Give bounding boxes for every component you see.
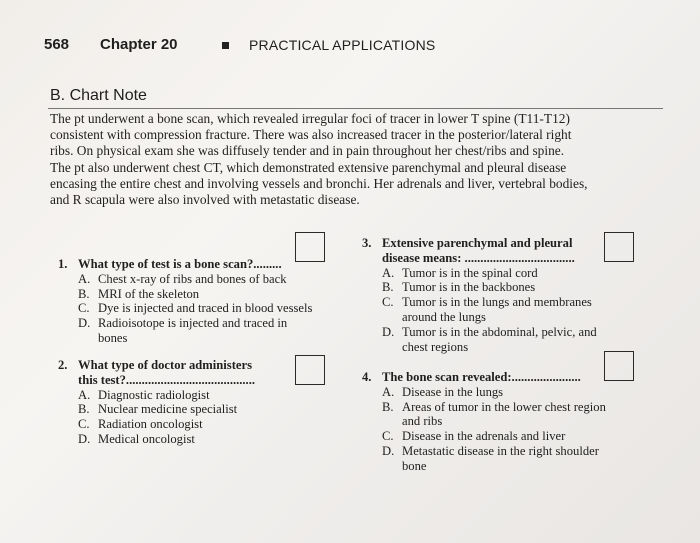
question-stem-line: disease means: ................................... xyxy=(382,250,575,265)
answer-option-d[interactable]: D. Metastatic disease in the right shoulder xyxy=(382,443,599,458)
question-stem-line: What type of test is a bone scan?......... xyxy=(78,257,282,271)
answer-box-2[interactable] xyxy=(295,355,325,385)
question-stem xyxy=(58,257,312,272)
question-stem xyxy=(362,370,606,385)
question-2 xyxy=(58,358,256,447)
page-header xyxy=(44,36,664,60)
question-4 xyxy=(362,370,606,474)
answer-option-b[interactable]: B. Nuclear medicine specialist xyxy=(78,402,238,417)
answer-option-continuation: bone xyxy=(402,458,427,473)
answer-box-1[interactable] xyxy=(295,232,325,262)
question-1 xyxy=(58,257,313,346)
paragraph-line: encasing the entire chest and involving vessels and bronchi. Her adrenals and liver, vertebral bodies, xyxy=(50,175,588,191)
paragraph-line: ribs. On physical exam she was diffusely tender and in pain throughout her chest/ribs and spine. xyxy=(50,143,565,159)
question-number: 2. xyxy=(58,358,68,372)
question-stem-line: The bone scan revealed:...................... xyxy=(382,370,581,384)
answer-option-continuation: bones xyxy=(98,330,128,345)
question-stem xyxy=(362,236,597,251)
question-stem-line: What type of doctor administers xyxy=(78,358,252,372)
answer-option-d[interactable]: D. Tumor is in the abdominal, pelvic, and xyxy=(382,324,597,339)
answer-option-c[interactable]: C. Radiation oncologist xyxy=(78,417,203,432)
section-title: PRACTICAL APPLICATIONS xyxy=(249,37,436,53)
question-stem-line: this test?......................................... xyxy=(78,372,256,387)
answer-option-d[interactable]: D. Medical oncologist xyxy=(78,431,195,446)
paragraph-line: consistent with compression fracture. There was also increased tracer in the posterior/lateral right xyxy=(50,127,572,143)
answer-option-a[interactable]: A. Chest x-ray of ribs and bones of back xyxy=(78,271,287,286)
chart-note-heading: B. Chart Note xyxy=(50,87,147,104)
heading-divider xyxy=(48,108,663,109)
paragraph-line: and R scapula were also involved with metastatic disease. xyxy=(50,192,360,208)
answer-option-c[interactable]: C. Tumor is in the lungs and membranes xyxy=(382,295,592,310)
question-3 xyxy=(362,236,597,354)
answer-option-c[interactable]: C. Dye is injected and traced in blood vessels xyxy=(78,301,313,316)
answer-option-d[interactable]: D. Radioisotope is injected and traced in xyxy=(78,316,288,331)
paragraph-line: The pt also underwent chest CT, which demonstrated extensive parenchymal and pleural disease xyxy=(50,159,567,175)
answer-option-b[interactable]: B. Tumor is in the backbones xyxy=(382,280,536,295)
page-number: 568 xyxy=(44,36,70,53)
answer-box-4[interactable] xyxy=(604,351,634,381)
answer-option-a[interactable]: A. Disease in the lungs xyxy=(382,384,504,399)
paragraph-line: The pt underwent a bone scan, which revealed irregular foci of tracer in lower T spine (T11-T12) xyxy=(50,111,570,126)
chapter-title: Chapter 20 xyxy=(100,36,178,53)
question-stem-line: Extensive parenchymal and pleural xyxy=(382,236,573,250)
answer-option-b[interactable]: B. Areas of tumor in the lower chest region xyxy=(382,399,606,414)
square-bullet-icon xyxy=(222,42,229,49)
answer-option-a[interactable]: A. Tumor is in the spinal cord xyxy=(382,265,538,280)
chart-note-paragraph xyxy=(50,111,666,208)
answer-box-3[interactable] xyxy=(604,232,634,262)
answer-option-b[interactable]: B. MRI of the skeleton xyxy=(78,286,200,301)
answer-option-c[interactable]: C. Disease in the adrenals and liver xyxy=(382,429,566,444)
question-number: 1. xyxy=(58,257,68,271)
answer-option-continuation: around the lungs xyxy=(402,309,486,324)
question-number: 3. xyxy=(362,236,372,250)
answer-option-a[interactable]: A. Diagnostic radiologist xyxy=(78,387,210,402)
answer-option-continuation: chest regions xyxy=(402,339,469,354)
question-number: 4. xyxy=(362,370,372,384)
answer-option-continuation: and ribs xyxy=(402,414,443,429)
question-stem xyxy=(58,358,255,373)
